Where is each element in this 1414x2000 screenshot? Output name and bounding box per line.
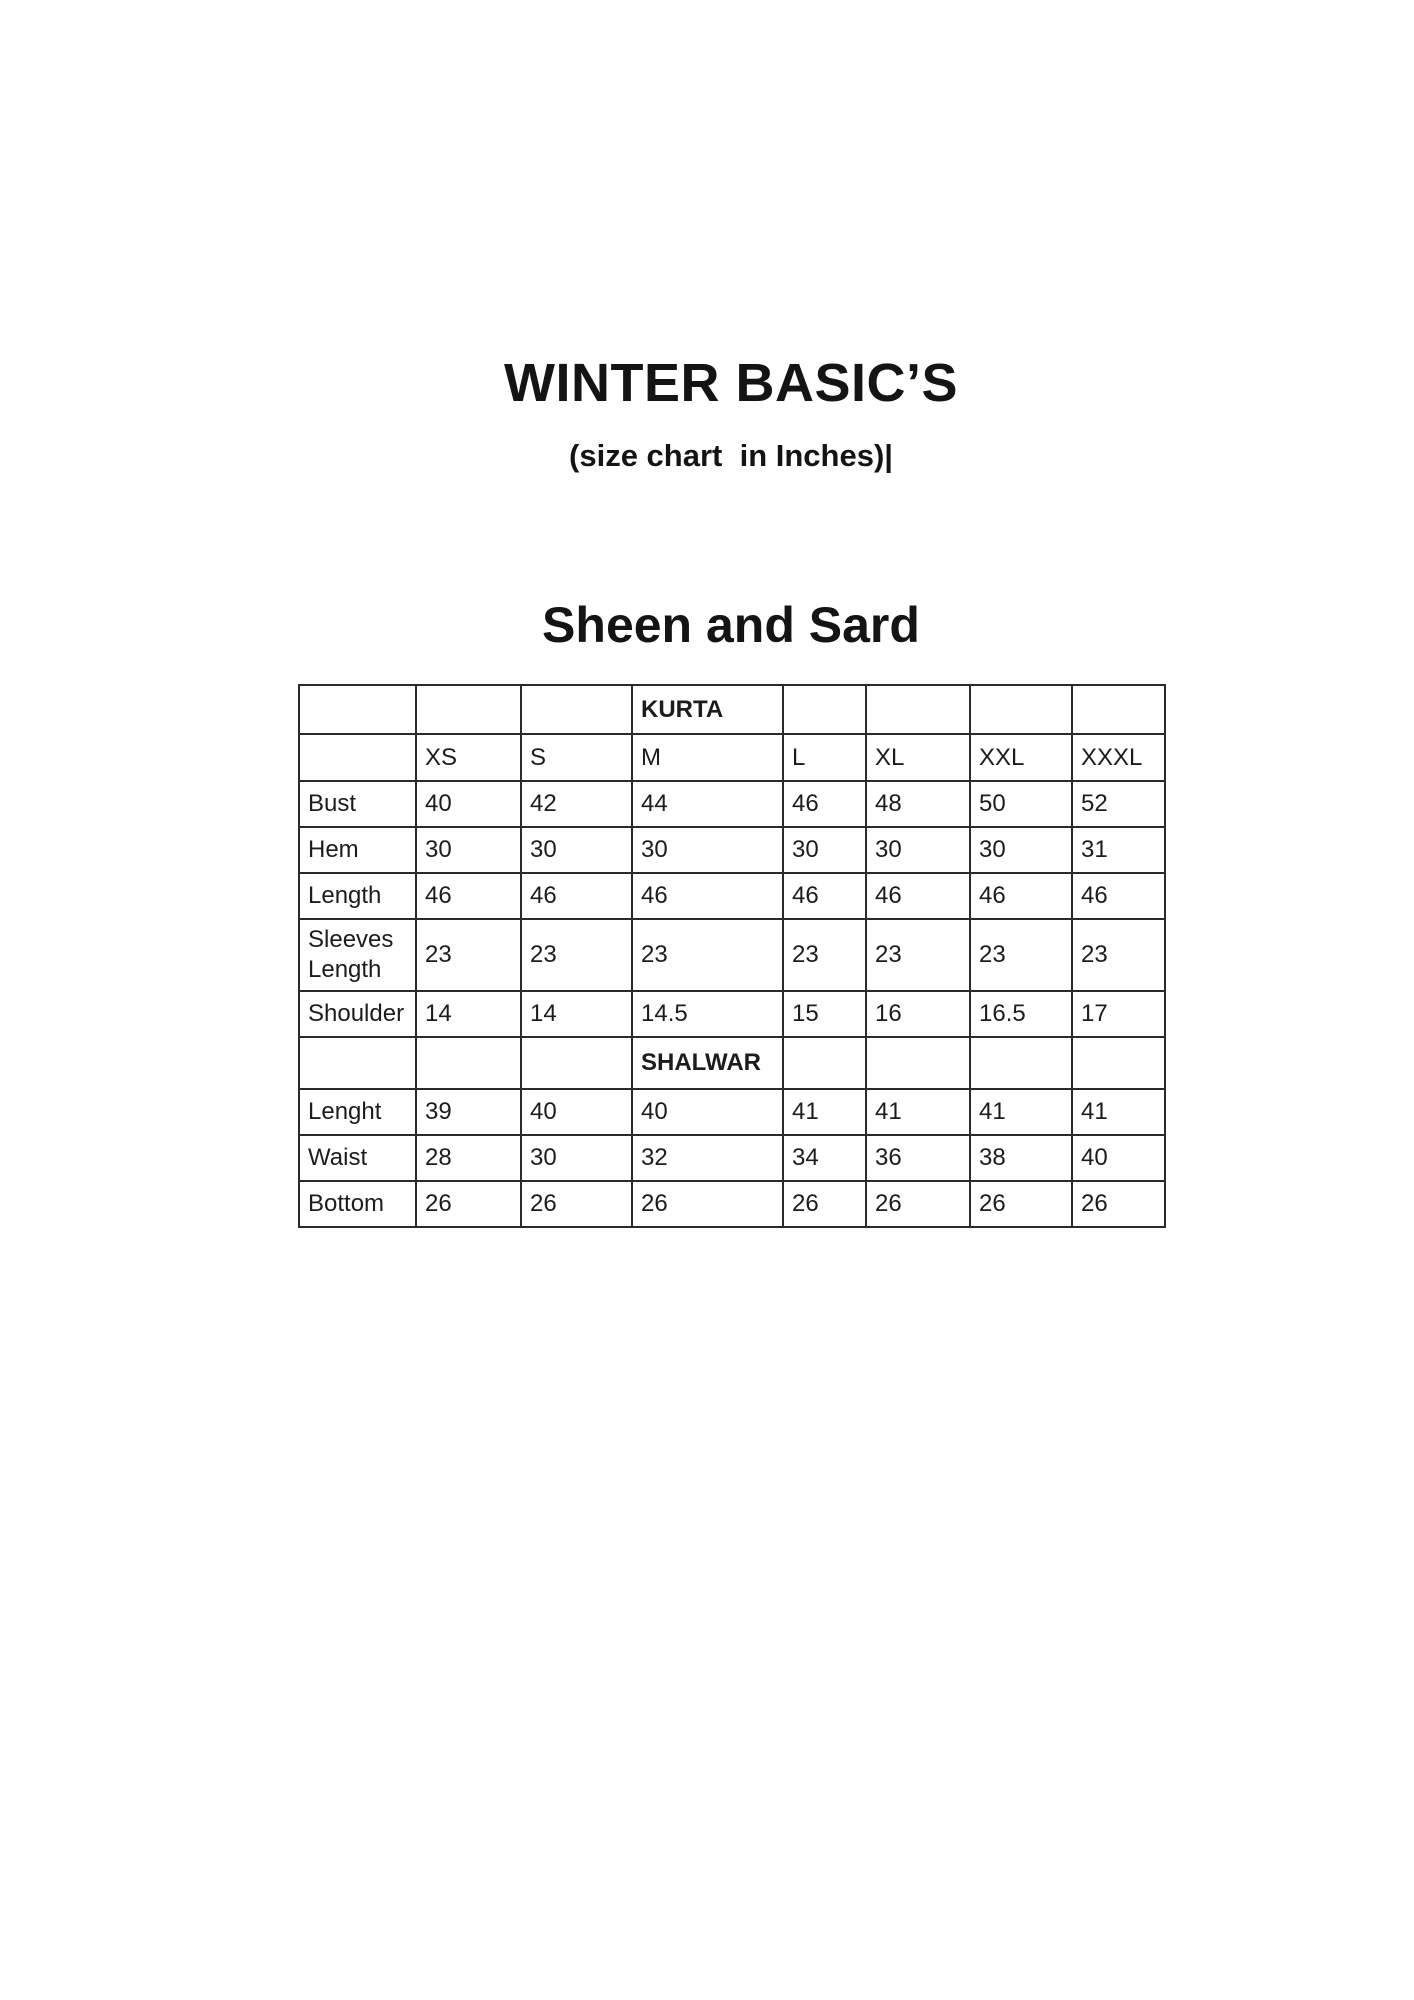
size-header-xxxl: XXXL	[1072, 734, 1165, 781]
size-header-xl: XL	[866, 734, 970, 781]
size-value: 40	[416, 781, 521, 827]
empty-cell	[299, 685, 416, 734]
size-value: 41	[1072, 1089, 1165, 1135]
size-header-m: M	[632, 734, 783, 781]
size-value: 44	[632, 781, 783, 827]
size-value: 40	[632, 1089, 783, 1135]
measurement-row-hem	[299, 827, 1165, 873]
row-label: Hem	[299, 827, 416, 873]
size-header-xs: XS	[416, 734, 521, 781]
size-value: 46	[783, 873, 866, 919]
size-value: 17	[1072, 991, 1165, 1037]
size-value: 14	[521, 991, 632, 1037]
empty-cell	[1072, 1037, 1165, 1089]
size-value: 30	[970, 827, 1072, 873]
size-header-s: S	[521, 734, 632, 781]
empty-cell	[783, 1037, 866, 1089]
empty-cell	[970, 685, 1072, 734]
empty-cell	[970, 1037, 1072, 1089]
measurement-row-waist	[299, 1135, 1165, 1181]
size-value: 23	[632, 919, 783, 991]
size-value: 50	[970, 781, 1072, 827]
size-value: 23	[521, 919, 632, 991]
row-label: Length	[299, 873, 416, 919]
empty-cell	[521, 1037, 632, 1089]
size-value: 26	[1072, 1181, 1165, 1227]
size-value: 41	[866, 1089, 970, 1135]
empty-cell	[1072, 685, 1165, 734]
empty-cell	[299, 1037, 416, 1089]
size-value: 26	[521, 1181, 632, 1227]
size-value: 46	[1072, 873, 1165, 919]
measurement-row-bottom	[299, 1181, 1165, 1227]
size-value: 41	[783, 1089, 866, 1135]
size-value: 16.5	[970, 991, 1072, 1037]
measurement-row-bust	[299, 781, 1165, 827]
size-value: 36	[866, 1135, 970, 1181]
row-label: Lenght	[299, 1089, 416, 1135]
size-value: 23	[1072, 919, 1165, 991]
row-label: Bottom	[299, 1181, 416, 1227]
size-value: 48	[866, 781, 970, 827]
size-value: 16	[866, 991, 970, 1037]
size-header-row	[299, 734, 1165, 781]
section-title-kurta: KURTA	[632, 685, 783, 734]
size-value: 26	[783, 1181, 866, 1227]
size-value: 26	[632, 1181, 783, 1227]
shalwar-section-row	[299, 1037, 1165, 1089]
size-value: 15	[783, 991, 866, 1037]
row-label: Bust	[299, 781, 416, 827]
row-label: Waist	[299, 1135, 416, 1181]
size-value: 39	[416, 1089, 521, 1135]
size-value: 46	[783, 781, 866, 827]
size-value: 42	[521, 781, 632, 827]
size-value: 23	[416, 919, 521, 991]
empty-cell	[866, 1037, 970, 1089]
empty-cell	[783, 685, 866, 734]
size-value: 46	[521, 873, 632, 919]
size-value: 46	[970, 873, 1072, 919]
measurement-row-lenght	[299, 1089, 1165, 1135]
empty-cell	[299, 734, 416, 781]
size-chart-table	[298, 684, 1166, 1228]
size-value: 40	[1072, 1135, 1165, 1181]
size-value: 26	[970, 1181, 1072, 1227]
size-value: 14.5	[632, 991, 783, 1037]
empty-cell	[416, 1037, 521, 1089]
size-value: 23	[783, 919, 866, 991]
row-label: Shoulder	[299, 991, 416, 1037]
size-header-xxl: XXL	[970, 734, 1072, 781]
size-value: 28	[416, 1135, 521, 1181]
size-value: 30	[632, 827, 783, 873]
size-value: 23	[970, 919, 1072, 991]
size-value: 30	[521, 827, 632, 873]
size-value: 46	[416, 873, 521, 919]
size-value: 32	[632, 1135, 783, 1181]
size-value: 30	[866, 827, 970, 873]
measurement-row-shoulder	[299, 991, 1165, 1037]
size-value: 52	[1072, 781, 1165, 827]
size-value: 34	[783, 1135, 866, 1181]
measurement-row-sleeves-length	[299, 919, 1165, 991]
size-value: 23	[866, 919, 970, 991]
size-value: 26	[866, 1181, 970, 1227]
size-value: 31	[1072, 827, 1165, 873]
size-header-l: L	[783, 734, 866, 781]
empty-cell	[416, 685, 521, 734]
size-value: 30	[783, 827, 866, 873]
brand-heading: Sheen and Sard	[542, 597, 920, 653]
size-value: 30	[416, 827, 521, 873]
page-title: WINTER BASIC’S	[503, 353, 958, 413]
size-value: 40	[521, 1089, 632, 1135]
size-value: 46	[866, 873, 970, 919]
empty-cell	[866, 685, 970, 734]
row-label: Sleeves Length	[299, 919, 416, 991]
size-value: 46	[632, 873, 783, 919]
size-value: 14	[416, 991, 521, 1037]
empty-cell	[521, 685, 632, 734]
kurta-section-row	[299, 685, 1165, 734]
section-title-shalwar: SHALWAR	[632, 1037, 783, 1089]
size-value: 41	[970, 1089, 1072, 1135]
size-value: 30	[521, 1135, 632, 1181]
page-subtitle: (size chart in Inches)|	[569, 438, 893, 473]
size-value: 26	[416, 1181, 521, 1227]
size-value: 38	[970, 1135, 1072, 1181]
measurement-row-length	[299, 873, 1165, 919]
